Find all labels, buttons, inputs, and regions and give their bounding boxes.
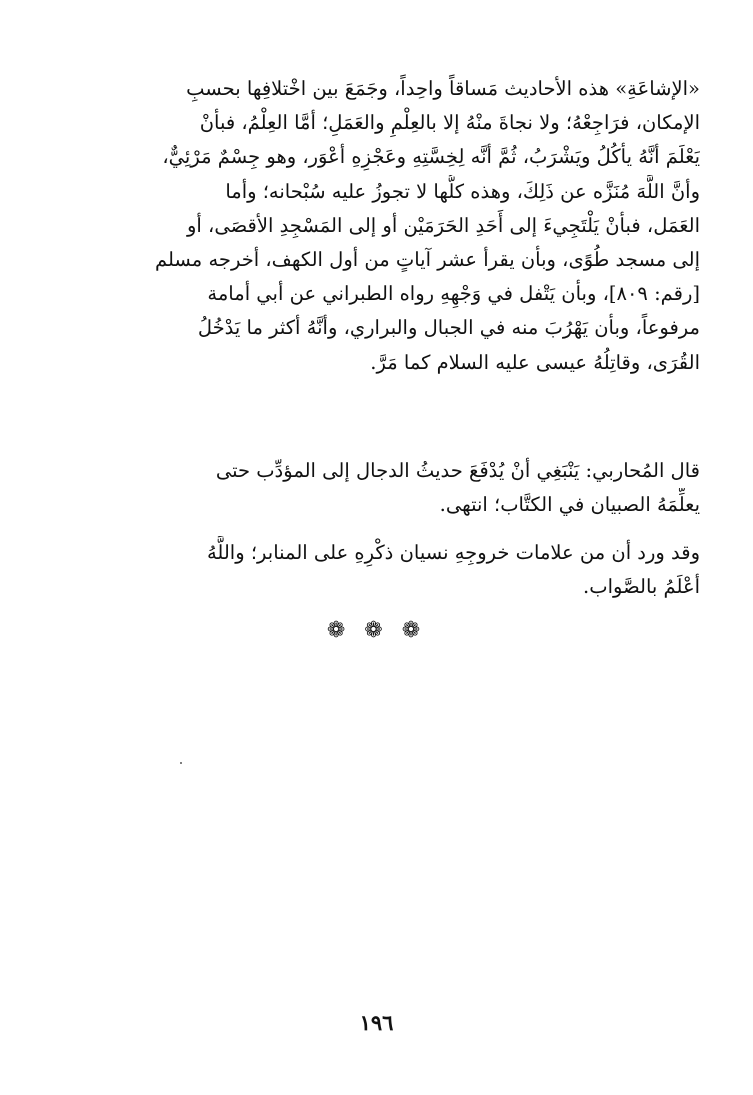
text-line: العَمَل، فبأنْ يَلْتَجِيءَ إلى أَحَدِ الحَرَمَيْن أو إلى المَسْجِدِ الأقصَى، أو: [187, 213, 700, 237]
ornament-separator-icon: ❁ ❁ ❁: [326, 618, 427, 643]
text-line: قال المُحاربي: يَنْبَغِي أنْ يُدْفَعَ حديثُ الدجال إلى المؤدِّب حتى: [215, 459, 700, 482]
text-line: أعْلَمُ بالصَّواب.: [583, 575, 700, 599]
paragraph-closing: [58, 536, 700, 604]
paragraph-muharibi-quote: [58, 454, 700, 522]
text-line: الإمكان، فرَاجِعْهُ؛ ولا نجاةَ منْهُ إلا بالعِلْمِ والعَمَلِ؛ أمَّا العِلْمُ، فبأنْ: [199, 111, 700, 135]
text-line: يعلِّمَهُ الصبيان في الكتَّاب؛ انتهى.: [439, 493, 700, 517]
text-line: يَعْلَمَ أنَّهُ يأكُلُ ويَشْرَبُ، ثُمَّ أنَّه لِخِسَّتِهِ وعَجْزِهِ أعْوَر، وهو جِسْمٌ مَرْئِيٌّ،: [162, 145, 700, 169]
print-speck: [180, 762, 182, 764]
text-line: [رقم: ٨٠٩]، وبأن يَتْفل في وَجْهِهِ رواه الطبراني عن أبي أمامة: [207, 282, 700, 306]
text-line: وقد ورد أن من علامات خروجِهِ نسيان ذكْرِهِ على المنابر؛ واللَّهُ: [206, 541, 700, 564]
text-line: «الإشاعَةِ» هذه الأحاديث مَساقاً واحِداً، وجَمَعَ بين اخْتلافِها بحسبِ: [186, 77, 700, 100]
text-line: القُرَى، وقاتِلُهُ عيسى عليه السلام كما مَرَّ.: [370, 350, 700, 374]
text-line: إلى مسجد طُوًى، وبأن يقرأ عشر آياتٍ من أول الكهف، أخرجه مسلم: [154, 248, 700, 272]
paragraph-hadith-dajjal: [58, 72, 700, 380]
text-line: مرفوعاً، وبأن يَهْرُبَ منه في الجبال والبراري، وأنَّهُ أكثر ما يَدْخُلُ: [197, 316, 700, 340]
page-number: ١٩٦: [359, 1010, 394, 1035]
text-line: وأنَّ اللَّهَ مُنَزَّه عن ذَلِكَ، وهذه كلُّها لا تجوزُ عليه سُبْحانه؛ وأما: [225, 179, 700, 203]
